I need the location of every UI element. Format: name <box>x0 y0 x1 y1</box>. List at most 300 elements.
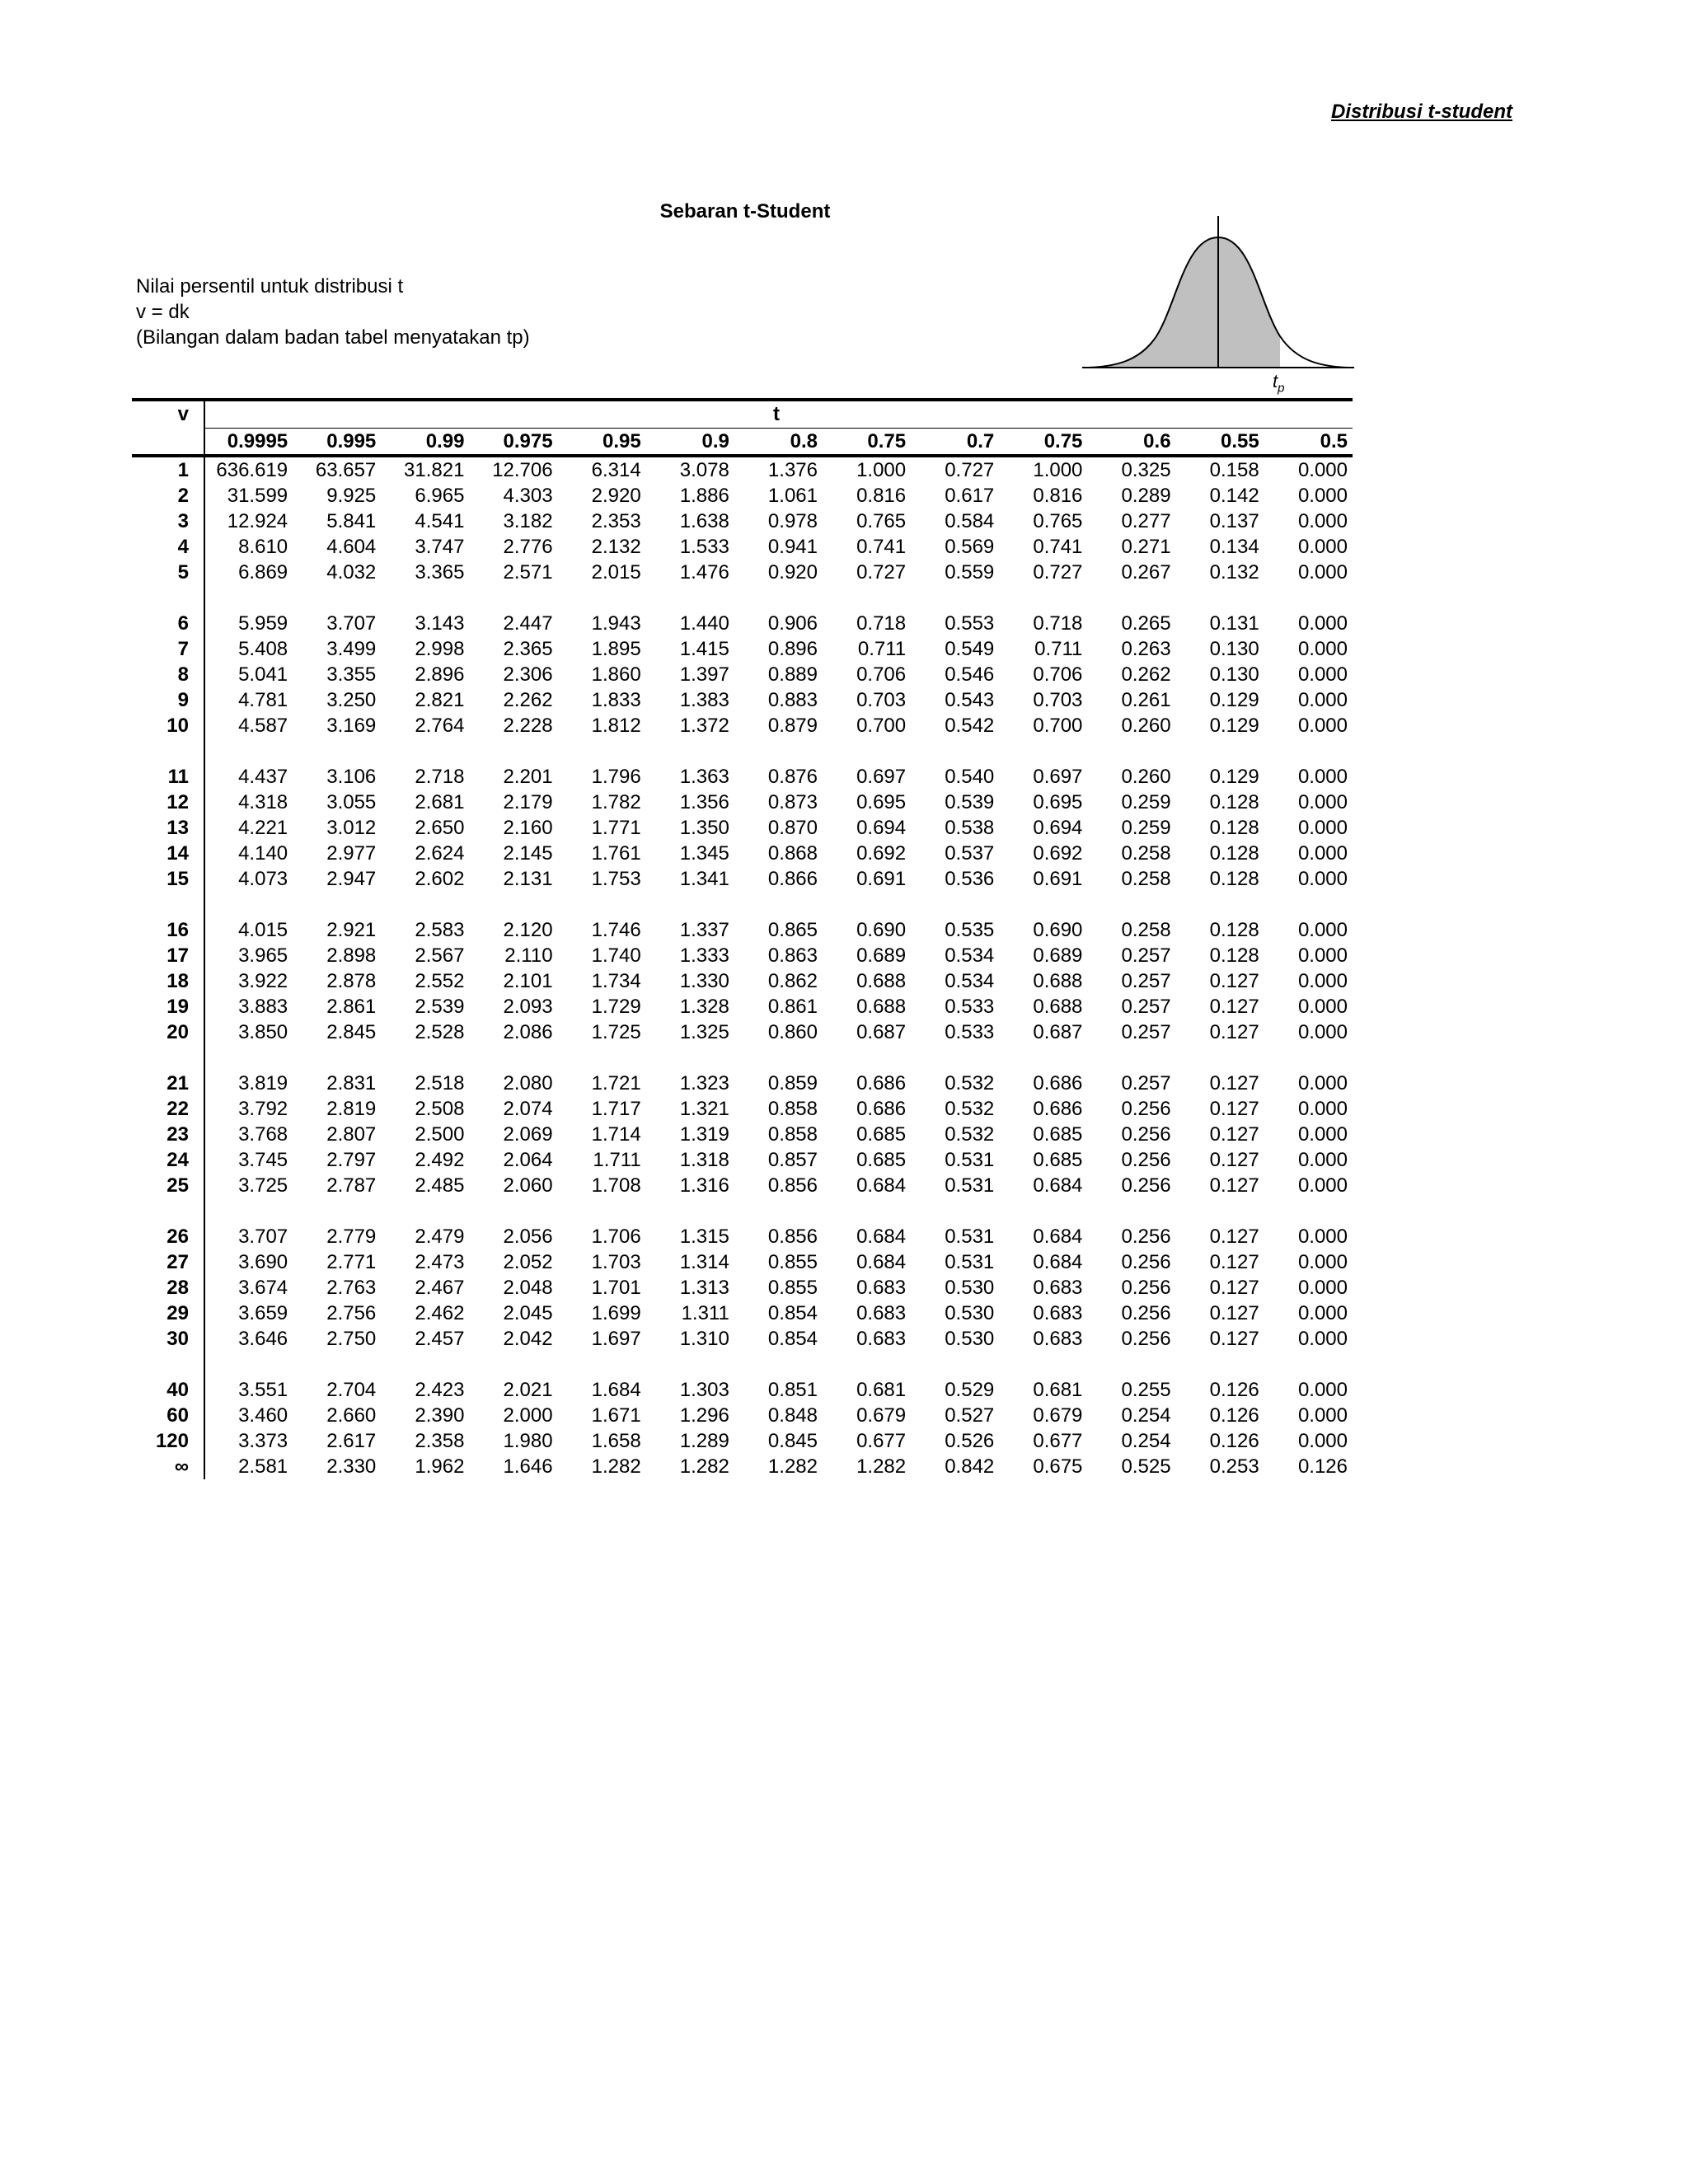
value-cell: 0.727 <box>945 459 995 481</box>
value-cell: 0.856 <box>767 1226 818 1248</box>
value-cell: 0.000 <box>1297 1021 1348 1043</box>
value-cell: 0.683 <box>856 1328 907 1350</box>
shaded-area <box>1082 237 1280 368</box>
value-cell: 0.538 <box>945 817 995 839</box>
description-line: (Bilangan dalam badan tabel menyatakan tp) <box>136 326 530 349</box>
value-cell: 0.700 <box>1033 715 1083 737</box>
value-cell: 2.145 <box>503 842 553 865</box>
value-cell: 4.073 <box>238 868 288 890</box>
table-row <box>132 456 1353 483</box>
v-cell: 120 <box>132 1428 204 1454</box>
value-cell: 2.110 <box>504 944 553 967</box>
v-cell: 60 <box>132 1403 204 1428</box>
value-cell: 0.000 <box>1297 842 1348 865</box>
value-cell: 12.924 <box>227 510 288 532</box>
v-cell: 25 <box>132 1173 204 1198</box>
value-cell: 9.925 <box>326 485 377 507</box>
value-cell: 0.863 <box>767 944 818 967</box>
value-cell: 2.704 <box>326 1379 377 1401</box>
value-cell: 0.685 <box>1033 1123 1083 1146</box>
v-cell: 40 <box>132 1377 204 1403</box>
value-cell: 2.358 <box>415 1430 465 1452</box>
value-cell: 1.812 <box>591 715 641 737</box>
tp-label: $t_p$ <box>1273 371 1285 396</box>
value-cell: 2.921 <box>326 919 377 941</box>
value-cell: 0.868 <box>767 842 818 865</box>
value-cell: 0.261 <box>1121 689 1171 711</box>
group-spacer-row <box>132 892 1353 917</box>
value-cell: 1.725 <box>591 1021 641 1043</box>
value-cell: 0.531 <box>945 1174 995 1197</box>
value-cell: 0.529 <box>945 1379 995 1401</box>
value-cell: 2.898 <box>326 944 377 967</box>
table-row <box>132 1173 1353 1198</box>
value-cell: 0.559 <box>945 561 995 583</box>
value-cell: 31.821 <box>404 459 465 481</box>
value-cell: 0.000 <box>1297 868 1348 890</box>
value-cell: 0.000 <box>1297 561 1348 583</box>
value-cell: 0.584 <box>945 510 995 532</box>
value-cell: 3.646 <box>238 1328 288 1350</box>
value-cell: 1.383 <box>679 689 729 711</box>
v-cell: 1 <box>132 456 204 483</box>
value-cell: 3.365 <box>415 561 465 583</box>
value-cell: 0.000 <box>1297 510 1348 532</box>
value-cell: 0.130 <box>1209 663 1259 686</box>
value-cell: 2.771 <box>326 1251 377 1273</box>
value-cell: 2.262 <box>503 689 553 711</box>
value-cell: 6.965 <box>415 485 465 507</box>
value-cell: 1.895 <box>591 638 641 660</box>
value-cell: 2.718 <box>415 766 465 788</box>
value-cell: 0.000 <box>1297 766 1348 788</box>
value-cell: 0.683 <box>1033 1302 1083 1324</box>
value-cell: 1.376 <box>767 459 818 481</box>
value-cell: 1.711 <box>593 1149 641 1171</box>
value-cell: 0.000 <box>1297 1302 1348 1324</box>
value-cell: 1.000 <box>856 459 907 481</box>
value-cell: 0.816 <box>856 485 907 507</box>
value-cell: 0.256 <box>1121 1174 1171 1197</box>
value-cell: 2.457 <box>415 1328 465 1350</box>
value-cell: 0.256 <box>1121 1123 1171 1146</box>
column-header: 0.95 <box>558 429 646 457</box>
value-cell: 3.169 <box>326 715 377 737</box>
value-cell: 2.390 <box>415 1404 465 1427</box>
v-cell: 27 <box>132 1249 204 1275</box>
value-cell: 0.535 <box>945 919 995 941</box>
value-cell: 1.943 <box>591 612 641 635</box>
value-cell: 0.000 <box>1297 459 1348 481</box>
value-cell: 0.692 <box>856 842 907 865</box>
value-cell: 0.537 <box>945 842 995 865</box>
value-cell: 0.530 <box>945 1302 995 1324</box>
value-cell: 0.258 <box>1121 868 1171 890</box>
value-cell: 1.341 <box>679 868 729 890</box>
value-cell: 2.764 <box>415 715 465 737</box>
value-cell: 3.012 <box>326 817 377 839</box>
column-header: 0.9 <box>646 429 734 457</box>
value-cell: 2.473 <box>415 1251 465 1273</box>
value-cell: 0.706 <box>1033 663 1083 686</box>
value-cell: 0.259 <box>1121 817 1171 839</box>
value-cell: 0.256 <box>1121 1277 1171 1299</box>
value-cell: 1.699 <box>591 1302 641 1324</box>
v-cell: 8 <box>132 662 204 687</box>
value-cell: 1.323 <box>679 1072 729 1094</box>
value-cell: 0.257 <box>1121 970 1171 992</box>
value-cell: 0.684 <box>856 1251 907 1273</box>
value-cell: 0.765 <box>1033 510 1083 532</box>
value-cell: 0.000 <box>1297 663 1348 686</box>
value-cell: 2.080 <box>503 1072 553 1094</box>
value-cell: 5.959 <box>238 612 288 635</box>
value-cell: 0.131 <box>1209 612 1259 635</box>
value-cell: 0.000 <box>1297 970 1348 992</box>
table-row <box>132 687 1353 713</box>
value-cell: 0.534 <box>945 970 995 992</box>
value-cell: 1.962 <box>415 1455 465 1478</box>
value-cell: 1.316 <box>679 1174 729 1197</box>
v-cell: 23 <box>132 1122 204 1147</box>
column-header: 0.6 <box>1087 429 1175 457</box>
table-row <box>132 866 1353 892</box>
value-cell: 0.694 <box>856 817 907 839</box>
value-cell: 2.423 <box>415 1379 465 1401</box>
value-cell: 0.257 <box>1121 996 1171 1018</box>
v-cell-spacer <box>132 738 204 764</box>
value-cell: 0.855 <box>767 1277 818 1299</box>
value-cell: 0.533 <box>945 1021 995 1043</box>
value-cell: 0.127 <box>1209 996 1259 1018</box>
value-cell: 0.692 <box>1033 842 1083 865</box>
column-header: 0.75 <box>823 429 911 457</box>
value-cell: 0.000 <box>1297 1277 1348 1299</box>
value-cell: 31.599 <box>227 485 288 507</box>
value-cell: 0.137 <box>1209 510 1259 532</box>
value-cell: 1.980 <box>503 1430 553 1452</box>
page-title: Sebaran t-Student <box>659 200 831 223</box>
value-cell: 0.254 <box>1121 1430 1171 1452</box>
value-cell: 1.325 <box>679 1021 729 1043</box>
table-row <box>132 943 1353 968</box>
v-cell: 7 <box>132 636 204 662</box>
value-cell: 0.686 <box>1033 1072 1083 1094</box>
value-cell: 0.127 <box>1209 1149 1259 1171</box>
v-cell-spacer <box>132 1352 204 1377</box>
spacer-cell <box>204 892 1353 917</box>
value-cell: 0.127 <box>1209 970 1259 992</box>
value-cell: 0.685 <box>1033 1149 1083 1171</box>
value-cell: 3.106 <box>326 766 377 788</box>
value-cell: 1.740 <box>591 944 641 967</box>
table-row <box>132 1428 1353 1454</box>
v-cell: 26 <box>132 1224 204 1249</box>
table-row <box>132 560 1353 585</box>
value-cell: 3.373 <box>238 1430 288 1452</box>
table-row <box>132 1454 1353 1479</box>
table-row <box>132 968 1353 994</box>
value-cell: 0.531 <box>945 1251 995 1273</box>
value-cell: 0.000 <box>1297 638 1348 660</box>
value-cell: 0.289 <box>1121 485 1171 507</box>
value-cell: 1.703 <box>591 1251 641 1273</box>
value-cell: 0.553 <box>945 612 995 635</box>
value-cell: 2.353 <box>591 510 641 532</box>
value-cell: 0.681 <box>1033 1379 1083 1401</box>
v-cell: 12 <box>132 790 204 815</box>
v-cell: 14 <box>132 841 204 866</box>
value-cell: 2.779 <box>326 1226 377 1248</box>
value-cell: 4.015 <box>238 919 288 941</box>
value-cell: 0.876 <box>767 766 818 788</box>
value-cell: 0.845 <box>767 1430 818 1452</box>
spacer-cell <box>204 738 1353 764</box>
value-cell: 2.120 <box>503 919 553 941</box>
value-cell: 2.552 <box>415 970 465 992</box>
value-cell: 0.569 <box>945 536 995 558</box>
value-cell: 1.684 <box>591 1379 641 1401</box>
value-cell: 2.021 <box>503 1379 553 1401</box>
value-cell: 0.851 <box>767 1379 818 1401</box>
value-cell: 0.127 <box>1209 1277 1259 1299</box>
value-cell: 1.697 <box>591 1328 641 1350</box>
value-cell: 2.528 <box>415 1021 465 1043</box>
group-spacer-row <box>132 1352 1353 1377</box>
value-cell: 0.617 <box>945 485 995 507</box>
value-cell: 0.677 <box>856 1430 907 1452</box>
value-cell: 5.408 <box>238 638 288 660</box>
value-cell: 0.677 <box>1033 1430 1083 1452</box>
value-cell: 1.330 <box>679 970 729 992</box>
v-cell: 18 <box>132 968 204 994</box>
value-cell: 1.658 <box>591 1430 641 1452</box>
value-cell: 0.687 <box>856 1021 907 1043</box>
value-cell: 1.646 <box>503 1455 553 1478</box>
value-cell: 0.684 <box>1033 1251 1083 1273</box>
value-cell: 0.000 <box>1297 1123 1348 1146</box>
value-cell: 1.415 <box>679 638 729 660</box>
value-cell: 0.684 <box>856 1174 907 1197</box>
value-cell: 1.796 <box>591 766 641 788</box>
value-cell: 1.746 <box>591 919 641 941</box>
value-cell: 2.160 <box>503 817 553 839</box>
value-cell: 2.571 <box>503 561 553 583</box>
value-cell: 6.314 <box>591 459 641 481</box>
value-cell: 1.440 <box>679 612 729 635</box>
value-cell: 2.650 <box>415 817 465 839</box>
value-cell: 0.000 <box>1297 944 1348 967</box>
value-cell: 2.074 <box>503 1098 553 1120</box>
value-cell: 0.126 <box>1209 1404 1259 1427</box>
value-cell: 0.129 <box>1209 715 1259 737</box>
value-cell: 0.256 <box>1121 1149 1171 1171</box>
value-cell: 1.533 <box>679 536 729 558</box>
value-cell: 3.965 <box>238 944 288 967</box>
v-cell: 16 <box>132 917 204 943</box>
value-cell: 2.467 <box>415 1277 465 1299</box>
value-cell: 0.000 <box>1297 612 1348 635</box>
value-cell: 2.660 <box>326 1404 377 1427</box>
value-cell: 3.922 <box>238 970 288 992</box>
value-cell: 2.492 <box>415 1149 465 1171</box>
v-cell: ∞ <box>132 1454 204 1479</box>
value-cell: 3.659 <box>238 1302 288 1324</box>
value-cell: 1.671 <box>591 1404 641 1427</box>
value-cell: 0.684 <box>1033 1226 1083 1248</box>
value-cell: 0.684 <box>1033 1174 1083 1197</box>
value-cell: 0.860 <box>767 1021 818 1043</box>
value-cell: 3.725 <box>238 1174 288 1197</box>
value-cell: 2.602 <box>415 868 465 890</box>
value-cell: 2.998 <box>415 638 465 660</box>
value-cell: 2.896 <box>415 663 465 686</box>
table-row <box>132 1275 1353 1301</box>
v-cell: 9 <box>132 687 204 713</box>
value-cell: 1.771 <box>591 817 641 839</box>
value-cell: 0.000 <box>1297 715 1348 737</box>
value-cell: 2.056 <box>503 1226 553 1248</box>
value-cell: 0.711 <box>857 638 907 660</box>
value-cell: 1.714 <box>591 1123 641 1146</box>
value-cell: 0.859 <box>767 1072 818 1094</box>
column-header: 0.7 <box>911 429 999 457</box>
table-row <box>132 764 1353 790</box>
value-cell: 0.741 <box>1033 536 1083 558</box>
value-cell: 63.657 <box>315 459 377 481</box>
table-description <box>136 274 530 350</box>
value-cell: 2.617 <box>326 1430 377 1452</box>
value-cell: 2.797 <box>326 1149 377 1171</box>
value-cell: 0.858 <box>767 1098 818 1120</box>
value-cell: 0.842 <box>945 1455 995 1478</box>
value-cell: 1.311 <box>681 1302 729 1324</box>
v-cell: 22 <box>132 1096 204 1122</box>
value-cell: 0.126 <box>1209 1430 1259 1452</box>
value-cell: 0.854 <box>767 1302 818 1324</box>
value-cell: 0.679 <box>1033 1404 1083 1427</box>
value-cell: 2.086 <box>503 1021 553 1043</box>
value-cell: 2.000 <box>503 1404 553 1427</box>
value-cell: 0.920 <box>767 561 818 583</box>
value-cell: 2.508 <box>415 1098 465 1120</box>
value-cell: 0.718 <box>856 612 907 635</box>
value-cell: 0.325 <box>1121 459 1171 481</box>
value-cell: 0.703 <box>1033 689 1083 711</box>
v-cell: 19 <box>132 994 204 1019</box>
value-cell: 0.000 <box>1297 1072 1348 1094</box>
value-cell: 0.858 <box>767 1123 818 1146</box>
value-cell: 0.688 <box>1033 996 1083 1018</box>
value-cell: 1.296 <box>679 1404 729 1427</box>
value-cell: 0.941 <box>767 536 818 558</box>
value-cell: 0.695 <box>1033 791 1083 813</box>
value-cell: 4.587 <box>238 715 288 737</box>
value-cell: 1.833 <box>591 689 641 711</box>
v-cell: 2 <box>132 483 204 509</box>
value-cell: 3.460 <box>238 1404 288 1427</box>
value-cell: 0.546 <box>945 663 995 686</box>
value-cell: 2.787 <box>326 1174 377 1197</box>
table-row <box>132 534 1353 560</box>
value-cell: 1.282 <box>591 1455 641 1478</box>
value-cell: 1.345 <box>679 842 729 865</box>
table-row <box>132 636 1353 662</box>
v-cell: 11 <box>132 764 204 790</box>
group-spacer-row <box>132 738 1353 764</box>
value-cell: 0.855 <box>767 1251 818 1273</box>
value-cell: 0.127 <box>1209 1328 1259 1350</box>
value-cell: 3.707 <box>326 612 377 635</box>
v-cell: 13 <box>132 815 204 841</box>
value-cell: 1.310 <box>679 1328 729 1350</box>
value-cell: 0.126 <box>1297 1455 1348 1478</box>
value-cell: 0.675 <box>1033 1455 1083 1478</box>
value-cell: 0.700 <box>856 715 907 737</box>
value-cell: 0.686 <box>856 1072 907 1094</box>
value-cell: 0.706 <box>856 663 907 686</box>
value-cell: 0.132 <box>1209 561 1259 583</box>
value-cell: 2.567 <box>415 944 465 967</box>
table-row <box>132 1019 1353 1045</box>
value-cell: 0.000 <box>1297 1098 1348 1120</box>
value-cell: 0.256 <box>1121 1098 1171 1120</box>
value-cell: 3.674 <box>238 1277 288 1299</box>
value-cell: 0.000 <box>1297 689 1348 711</box>
group-spacer-row <box>132 1198 1353 1224</box>
value-cell: 0.683 <box>1033 1277 1083 1299</box>
value-cell: 2.042 <box>503 1328 553 1350</box>
value-cell: 2.101 <box>503 970 553 992</box>
value-cell: 0.128 <box>1209 842 1259 865</box>
value-cell: 0.685 <box>856 1149 907 1171</box>
value-cell: 0.258 <box>1121 919 1171 941</box>
value-cell: 3.768 <box>238 1123 288 1146</box>
value-cell: 0.000 <box>1297 1226 1348 1248</box>
value-cell: 2.821 <box>415 689 465 711</box>
value-cell: 0.128 <box>1209 868 1259 890</box>
value-cell: 1.753 <box>591 868 641 890</box>
value-cell: 0.711 <box>1034 638 1083 660</box>
value-cell: 0.000 <box>1297 485 1348 507</box>
value-cell: 0.127 <box>1209 1174 1259 1197</box>
table-body <box>132 456 1353 1479</box>
value-cell: 2.131 <box>503 868 553 890</box>
value-cell: 0.127 <box>1209 1072 1259 1094</box>
v-cell: 5 <box>132 560 204 585</box>
value-cell: 0.000 <box>1297 919 1348 941</box>
v-cell: 3 <box>132 509 204 534</box>
value-cell: 0.530 <box>945 1277 995 1299</box>
value-cell: 2.052 <box>503 1251 553 1273</box>
v-cell: 30 <box>132 1326 204 1352</box>
value-cell: 0.862 <box>767 970 818 992</box>
spacer-cell <box>204 1352 1353 1377</box>
value-cell: 0.865 <box>767 919 818 941</box>
value-cell: 0.257 <box>1121 1072 1171 1094</box>
v-cell: 6 <box>132 611 204 636</box>
v-cell-spacer <box>132 585 204 611</box>
value-cell: 2.485 <box>415 1174 465 1197</box>
value-cell: 1.708 <box>591 1174 641 1197</box>
value-cell: 8.610 <box>238 536 288 558</box>
value-cell: 0.690 <box>1033 919 1083 941</box>
table-row <box>132 1301 1353 1326</box>
value-cell: 0.681 <box>856 1379 907 1401</box>
value-cell: 2.045 <box>503 1302 553 1324</box>
value-cell: 0.896 <box>767 638 818 660</box>
table-row <box>132 662 1353 687</box>
